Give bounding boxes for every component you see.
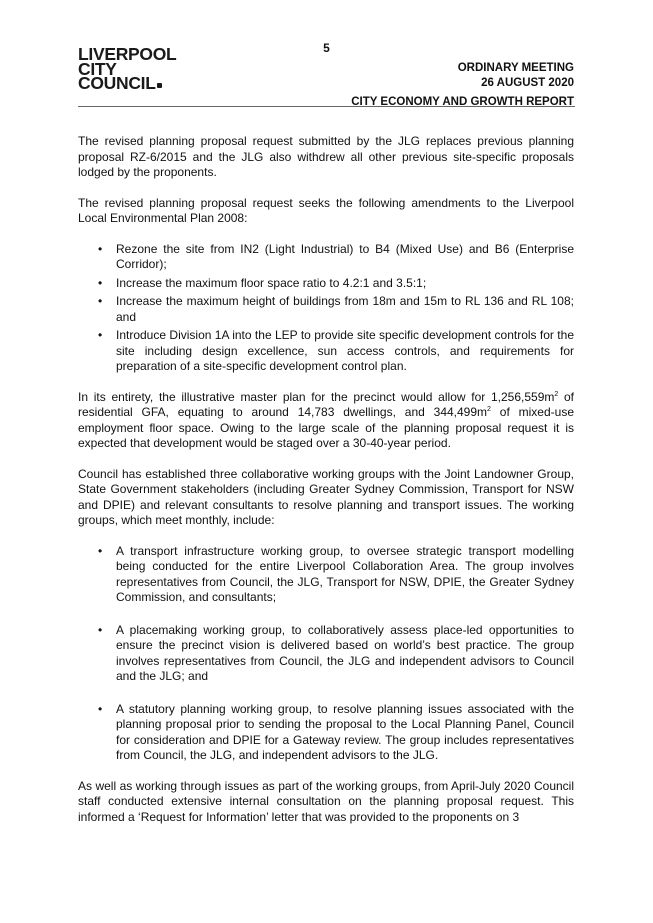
report-title: CITY ECONOMY AND GROWTH REPORT [351, 96, 574, 108]
amendments-list [78, 242, 574, 375]
list-item: • Rezone the site from IN2 (Light Industrial) to B4 (Mixed Use) and B6 (Enterprise Corridor); [78, 242, 574, 273]
paragraph: Council has established three collaborative working groups with the Joint Landowner Group, State Government stakeholders (including Greater Sydney Commission, Transport for NSW and DPIE) and relevant consultants to resolve planning and transport issues. The working groups, which meet monthly, include: [78, 466, 574, 527]
logo-line-3: COUNCIL [78, 76, 176, 91]
document-body [78, 134, 574, 840]
list-item: • A placemaking working group, to collaboratively assess place-led opportunities to ensure the precinct vision is delivered based on world’s best practice. The group involves representatives from Council, the JLG and independent advisors to Council and the JLG; and [78, 623, 574, 685]
list-item: • A statutory planning working group, to resolve planning issues associated with the planning proposal prior to sending the proposal to the Local Planning Panel, Council for consideration and DPIE for a Gateway review. The group includes representatives from Council, the JLG, and independent advisors to the JLG. [78, 702, 574, 764]
page-number: 5 [323, 41, 330, 55]
paragraph: In its entirety, the illustrative master plan for the precinct would allow for $1,256,559m^2$ of residential GFA, equating to around 14,783 dwellings, and $344,499m^2$ of mixed-use employment floor space. Owing to the large scale of the planning proposal request it is expected that development would be staged over a 30-40-year period. [78, 389, 574, 450]
logo-line-1: LIVERPOOL [78, 44, 177, 64]
meeting-date: 26 AUGUST 2020 [481, 77, 574, 89]
list-item: • A transport infrastructure working group, to oversee strategic transport modelling being conducted for the entire Liverpool Collaboration Area. The group involves representatives from Council, the JLG, Transport for NSW, DPIE, the Greater Sydney Commission, and consultants; [78, 544, 574, 606]
logo-mark-icon [157, 83, 162, 88]
list-item: • Increase the maximum floor space ratio to 4.2:1 and 3.5:1; [78, 276, 574, 292]
council-logo [78, 44, 177, 93]
paragraph: As well as working through issues as part of the working groups, from April-July 2020 Council staff conducted extensive internal consultation on the planning proposal request. This informed a ‘Request for Information’ letter that was provided to the proponents on 3 [78, 778, 574, 824]
paragraph: The revised planning proposal request submitted by the JLG replaces previous planning proposal RZ-6/2015 and the JLG also withdrew all other previous site-specific proposals lodged by the proponents. [78, 134, 574, 179]
header-divider [78, 106, 575, 107]
logo-line-2: CITY [78, 58, 117, 79]
paragraph: The revised planning proposal request seeks the following amendments to the Liverpool Local Environmental Plan 2008: [78, 195, 574, 225]
meeting-title: ORDINARY MEETING [457, 62, 574, 74]
list-item: • Introduce Division 1A into the LEP to provide site specific development controls for the site including design excellence, sun access controls, and requirements for preparation of a site-specific development control plan. [78, 328, 574, 375]
working-groups-list [78, 544, 574, 764]
report-header [351, 61, 574, 110]
list-item: • Increase the maximum height of buildings from 18m and 15m to RL 136 and RL 108; and [78, 294, 574, 325]
